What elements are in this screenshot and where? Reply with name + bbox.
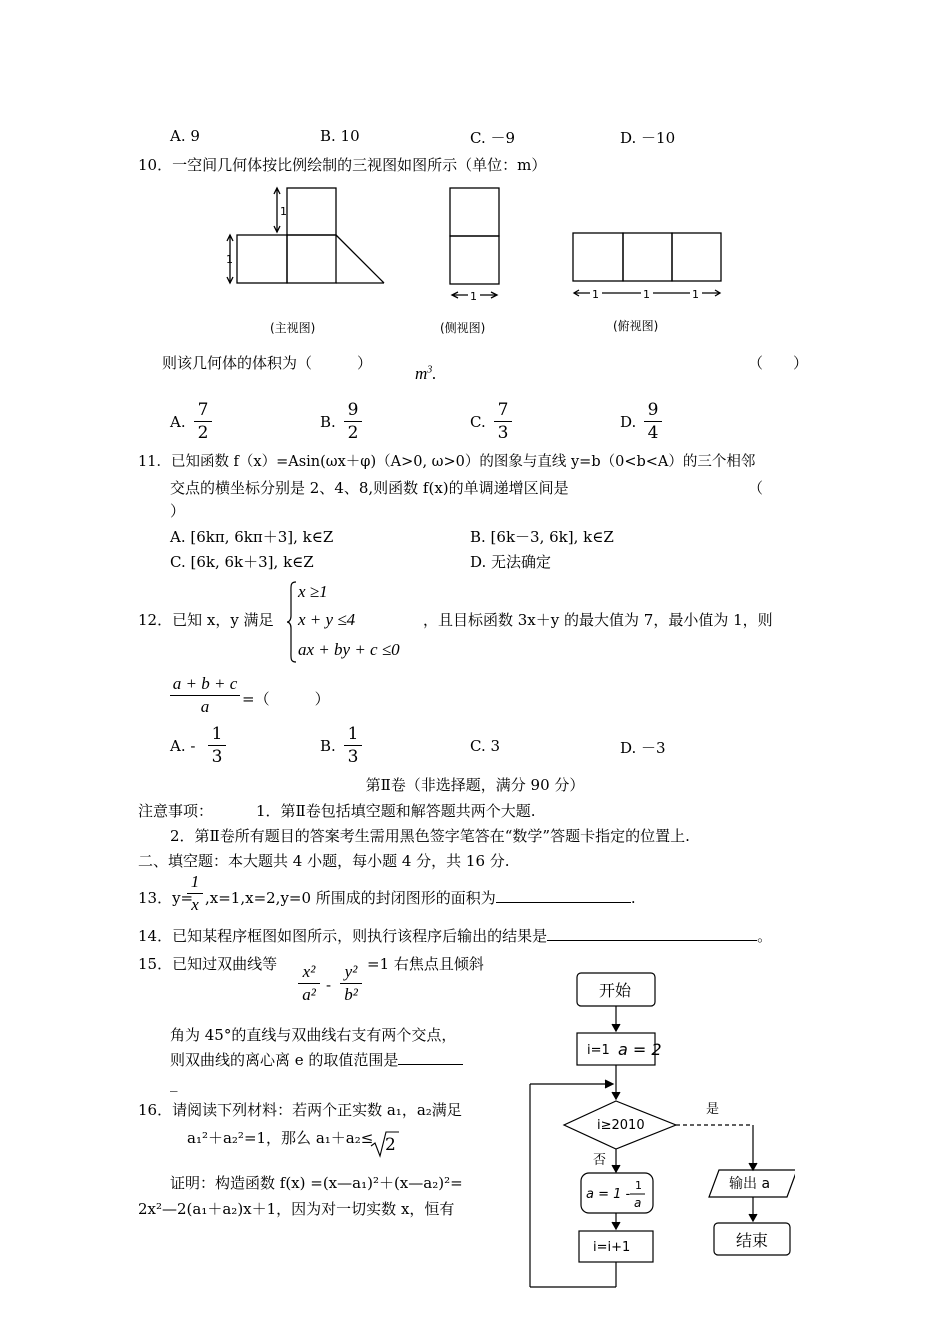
- q9-option-a: A. 9: [170, 127, 200, 145]
- front-dim-left: 1: [226, 253, 233, 266]
- flow-start-label: 开始: [599, 981, 632, 1000]
- q12-option-a-letter: A. -: [170, 737, 196, 755]
- flow-update-num: 1: [635, 1179, 642, 1192]
- q16-sqrt-value: 2: [385, 1135, 396, 1155]
- q13-prefix: 13．y=: [138, 889, 194, 907]
- flow-condition: i≥2010: [597, 1118, 645, 1133]
- q15-minus: -: [326, 976, 332, 994]
- side-view-label: (侧视图): [440, 321, 486, 335]
- flow-increment-label: i=i+1: [593, 1240, 631, 1255]
- q12-brace: [286, 580, 298, 664]
- part2-title: 第Ⅱ卷（非选择题，满分 90 分）: [365, 776, 585, 794]
- flow-yes-label: 是: [706, 1102, 720, 1117]
- q15-suffix: =1 右焦点且倾斜: [367, 955, 484, 973]
- q15-line3: 则双曲线的离心离 e 的取值范围是: [170, 1049, 463, 1070]
- q10-unit: $m^3$.: [415, 364, 437, 383]
- q10-option-c-letter: C.: [470, 413, 486, 431]
- top-dim-1: 1: [592, 288, 599, 301]
- q15-prefix: 15．已知过双曲线等: [138, 955, 278, 973]
- q10-option-d-frac: 9 4: [644, 400, 662, 443]
- flow-no-label: 否: [593, 1153, 607, 1168]
- q11-paren-close: ）: [170, 502, 186, 520]
- q12-option-d: D. －3: [620, 739, 666, 757]
- q10-option-d-letter: D.: [620, 413, 637, 431]
- flow-output-label: 输出 a: [729, 1176, 771, 1192]
- q12-equals: =（ ）: [242, 690, 330, 708]
- q10-option-c-frac: 7 3: [494, 400, 512, 443]
- q10-ask: 则该几何体的体积为（ ）: [162, 354, 373, 372]
- front-view-label: (主视图): [270, 321, 316, 335]
- flow-init-i: i=1: [587, 1043, 610, 1058]
- q10-option-b-frac: 9 2: [344, 400, 362, 443]
- flow-update-a: a = 1 -: [586, 1187, 631, 1202]
- q16-line1: 16．请阅读下列材料：若两个正实数 a₁，a₂满足: [138, 1101, 462, 1119]
- q14-text: 14．已知某程序框图如图所示，则执行该程序后输出的结果是 。: [138, 927, 773, 945]
- q11-line1: 11．已知函数 f（x）=Asin(ωx＋φ)（A>0, ω>0）的图象与直线 y=b（0<b<A）的三个相邻: [138, 454, 756, 470]
- flow-end-label: 结束: [736, 1231, 769, 1250]
- top-dim-2: 1: [643, 288, 650, 301]
- q15-dash: _: [170, 1074, 178, 1092]
- q13-fraction: 1 x: [187, 872, 203, 915]
- q11-paren-open: （: [748, 479, 764, 497]
- side-view: [450, 188, 499, 298]
- q10-option-a-letter: A.: [170, 413, 186, 431]
- q15-line2: 角为 45°的直线与双曲线右支有两个交点，: [170, 1026, 457, 1044]
- q16-line2: a₁²＋a₂²=1，那么 a₁＋a₂≤: [187, 1129, 374, 1147]
- q12-option-b-letter: B.: [320, 737, 336, 755]
- q12-constraint-1: x ≥1: [298, 582, 328, 601]
- q11-line2: 交点的横坐标分别是 2、4、8,则函数 f(x)的单调递增区间是: [170, 479, 569, 497]
- q16-line3: 证明：构造函数 f(x) =(x—a₁)²＋(x—a₂)²=: [170, 1174, 463, 1192]
- q13-text: ,x=1,x=2,y=0 所围成的封闭图形的面积为 .: [205, 889, 636, 907]
- q12-constraint-3: ax + by + c ≤0: [298, 640, 400, 659]
- q12-suffix: ，且目标函数 3x＋y 的最大值为 7，最小值为 1，则: [423, 611, 773, 629]
- part2-note-2: 2．第Ⅱ卷所有题目的答案考生需用黑色签字笔答在“数学”答题卡指定的位置上.: [170, 827, 690, 845]
- q12-option-b-frac: 1 3: [344, 724, 362, 767]
- q12-option-c: C. 3: [470, 737, 501, 755]
- part2-note-label: 注意事项：: [138, 802, 214, 820]
- q12-option-a-frac: 1 3: [208, 724, 226, 767]
- top-dim-3: 1: [692, 288, 699, 301]
- q11-option-a: A. [6kπ, 6kπ＋3], k∈Z: [170, 528, 334, 546]
- q15-frac-x: x² a²: [298, 962, 320, 1005]
- q10-option-b-letter: B.: [320, 413, 336, 431]
- q12-fraction: a + b + c a: [170, 674, 240, 717]
- top-view-label: (俯视图): [613, 319, 659, 333]
- q9-option-c: C. －9: [470, 129, 516, 147]
- q11-option-d: D. 无法确定: [470, 553, 552, 571]
- q10-answer-paren: （ ）: [748, 354, 809, 372]
- q11-option-b: B. [6k－3, 6k], k∈Z: [470, 528, 614, 546]
- flow-init-a: a = 2: [618, 1040, 662, 1059]
- q15-frac-y: y² b²: [340, 962, 362, 1005]
- q11-option-c: C. [6k, 6k＋3], k∈Z: [170, 553, 314, 571]
- part2-section-heading: 二、填空题：本大题共 4 小题，每小题 4 分，共 16 分.: [138, 852, 510, 870]
- q16-line4: 2x²—2(a₁＋a₂)x＋1，因为对一切实数 x，恒有: [138, 1200, 455, 1218]
- three-view-diagram: [220, 180, 740, 340]
- q9-option-d: D. －10: [620, 129, 676, 147]
- front-view: [227, 188, 384, 283]
- q10-stem: 10．一空间几何体按比例绘制的三视图如图所示（单位：m）: [138, 156, 547, 174]
- q9-option-b: B. 10: [320, 127, 360, 145]
- q14-answer-blank[interactable]: [547, 926, 757, 941]
- q13-answer-blank[interactable]: [496, 888, 631, 903]
- front-dim-top: 1: [280, 205, 287, 218]
- q15-answer-blank[interactable]: [398, 1050, 463, 1065]
- q10-option-a-frac: 7 2: [194, 400, 212, 443]
- flowchart: [525, 965, 795, 1295]
- q12-constraint-2: x + y ≤4: [298, 610, 356, 629]
- side-dim: 1: [470, 290, 477, 303]
- flow-update-den: a: [634, 1196, 642, 1210]
- part2-note-1: 1．第Ⅱ卷包括填空题和解答题共两个大题.: [256, 802, 536, 820]
- q12-prefix: 12．已知 x，y 满足: [138, 611, 274, 629]
